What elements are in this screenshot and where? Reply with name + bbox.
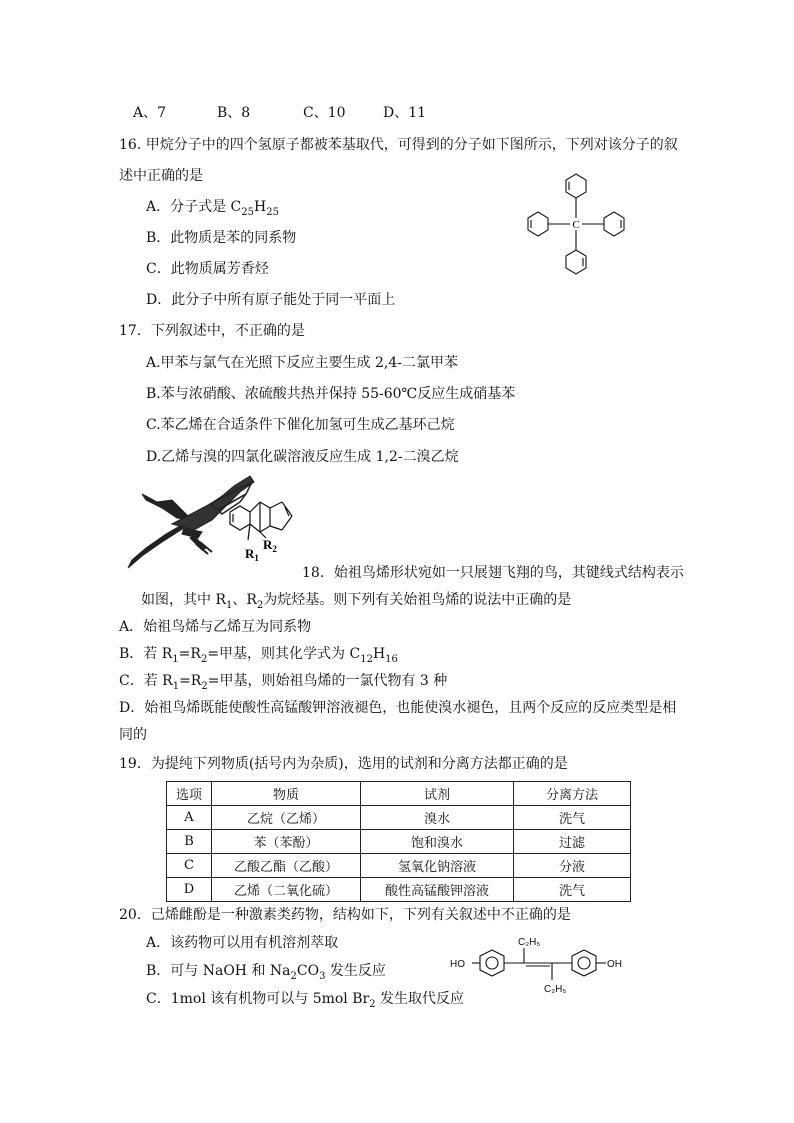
svg-text:R2: $R_2$	[263, 537, 277, 554]
q18-option-c: C．若 $R_1=R_2=$甲基，则始祖鸟烯的一氯代物有 3 种	[119, 673, 448, 692]
table-cell: 过滤	[514, 830, 631, 854]
table-row	[167, 878, 631, 902]
q17-option-d: D.乙烯与溴的四氯化碳溶液反应生成 1,2-二溴乙烷	[146, 449, 459, 465]
q17-option-c: C.苯乙烯在合适条件下催化加氢可生成乙基环己烷	[146, 417, 455, 433]
q19-table	[166, 781, 631, 902]
ho-label: HO	[450, 959, 465, 970]
q20-stem: 20．己烯雌酚是一种激素类药物，结构如下，下列有关叙述中不正确的是	[119, 907, 571, 923]
q15-option-b: B、8	[217, 105, 251, 121]
svg-text:R1: $R_1$	[245, 546, 259, 563]
table-cell: 分液	[514, 854, 631, 878]
q18-option-b: B．若 $R_1=R_2=$甲基，则其化学式为 $C_{12}H_{16}$	[119, 646, 398, 665]
table-cell: 洗气	[514, 806, 631, 830]
diethylstilbestrol-structure	[448, 934, 634, 1000]
table-header-row	[167, 782, 631, 806]
table-cell: 溴水	[361, 806, 514, 830]
ethyl-bottom-label: C₂H₅	[544, 984, 567, 995]
q15-options	[133, 104, 426, 122]
ethyl-top-label: C₂H₅	[518, 937, 541, 948]
q16-option-c: C．此物质属芳香烃	[146, 261, 269, 277]
archaeopteryx-bird-figure	[122, 472, 302, 572]
q17-option-a: A.甲苯与氯气在光照下反应主要生成 2,4-二氯甲苯	[146, 355, 459, 371]
table-row	[167, 854, 631, 878]
table-cell: C	[167, 854, 212, 878]
r1-label: R	[245, 546, 255, 561]
table-cell: A	[167, 806, 212, 830]
q19-stem: 19．为提纯下列物质(括号内为杂质)，选用的试剂和分离方法都正确的是	[119, 756, 568, 772]
q20-option-a: A．该药物可以用有机溶剂萃取	[146, 935, 339, 951]
table-cell: 饱和溴水	[361, 830, 514, 854]
table-cell: 乙烷（乙烯）	[212, 806, 361, 830]
q15-option-a: A、7	[133, 105, 167, 121]
tetraphenylmethane-structure	[518, 170, 636, 280]
q15-option-c: C、10	[303, 105, 346, 121]
q16-option-b: B．此物质是苯的同系物	[146, 230, 297, 246]
q17-stem: 17．下列叙述中，不正确的是	[119, 323, 305, 339]
header-cell: 分离方法	[514, 782, 631, 806]
table-cell: D	[167, 878, 212, 902]
header-cell: 试剂	[361, 782, 514, 806]
table-cell: 乙酸乙酯（乙酸）	[212, 854, 361, 878]
q15-option-d: D、11	[383, 105, 427, 121]
table-cell: 酸性高锰酸钾溶液	[361, 878, 514, 902]
q18-option-d-line1: D．始祖鸟烯既能使酸性高锰酸钾溶液褪色，也能使溴水褪色，且两个反应的反应类型是相	[119, 700, 677, 716]
q16-option-d: D．此分子中所有原子能处于同一平面上	[146, 292, 396, 308]
table-row	[167, 830, 631, 854]
q20-option-c: C．1mol 该有机物可以与 5mol $Br_2$ 发生取代反应	[146, 991, 465, 1010]
q18-option-d-line2: 同的	[119, 727, 147, 743]
q18-stem-line2: 如图，其中 $R_1$、$R_2$为烷烃基。则下列有关始祖鸟烯的说法中正确的是	[141, 592, 572, 611]
q20-option-b: B．可与 NaOH 和 $Na_2CO_3$ 发生反应	[146, 963, 386, 982]
table-cell: B	[167, 830, 212, 854]
q18-stem-line1: 18．始祖鸟烯形状宛如一只展翅飞翔的鸟，其键线式结构表示	[302, 565, 684, 581]
q18-option-a: A．始祖鸟烯与乙烯互为同系物	[119, 619, 312, 635]
q16-option-a: A．分子式是 $C_{25}H_{25}$	[146, 199, 279, 218]
table-cell: 氢氧化钠溶液	[361, 854, 514, 878]
oh-label: OH	[607, 959, 622, 970]
q16-stem-line2: 述中正确的是	[119, 168, 203, 184]
q17-option-b: B.苯与浓硝酸、浓硫酸共热并保持 55-60℃反应生成硝基苯	[146, 386, 516, 402]
q16-stem-line1: 16. 甲烷分子中的四个氢原子都被苯基取代，可得到的分子如下图所示，下列对该分子的叙	[119, 137, 678, 153]
center-carbon-label: C	[572, 219, 580, 231]
r2-label: R	[263, 537, 273, 552]
table-cell: 乙烯（二氧化硫）	[212, 878, 361, 902]
table-row	[167, 806, 631, 830]
table-cell: 洗气	[514, 878, 631, 902]
table-cell: 苯（苯酚）	[212, 830, 361, 854]
header-cell: 物质	[212, 782, 361, 806]
header-cell: 选项	[167, 782, 212, 806]
